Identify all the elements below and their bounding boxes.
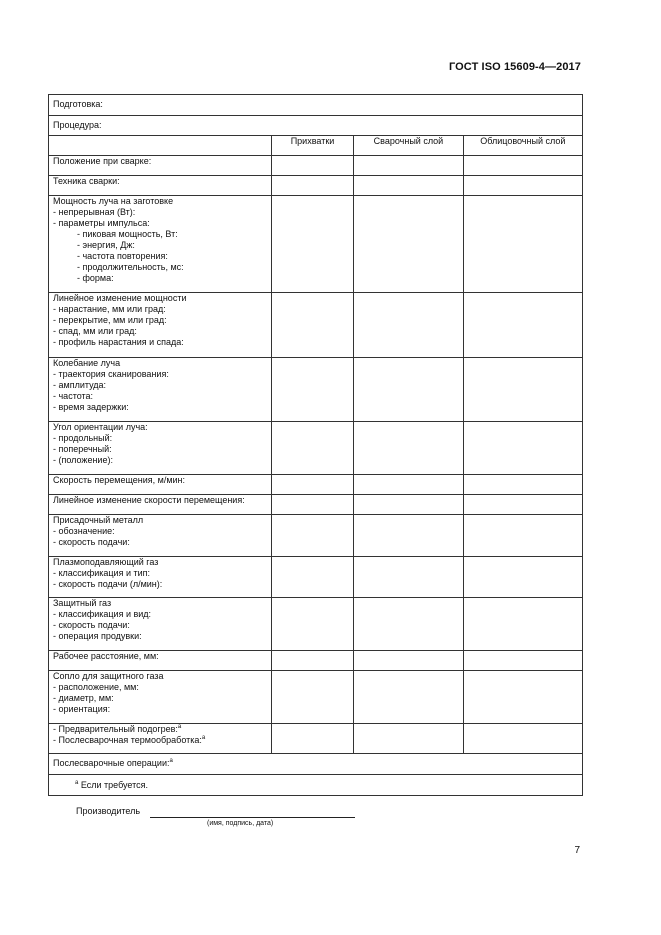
value-cell[interactable] [354,671,463,724]
row-label-line: - амплитуда: [53,380,107,390]
table-row [49,196,583,293]
row-label-line: Техника сварки: [53,176,120,186]
row-label-line: Скорость перемещения, м/мин: [53,475,186,485]
value-cell[interactable] [354,495,463,515]
row-label-line: - операция продувки: [53,631,142,641]
procedure-label: Процедура: [49,116,583,136]
table-row [49,495,583,515]
row-label-line: - частота повторения: [77,251,168,261]
column-header-cap-layer: Облицовочный слой [463,136,582,156]
row-label-line: - параметры импульса: [53,218,150,228]
row-label [49,671,272,724]
value-cell[interactable] [463,724,582,754]
value-cell[interactable] [271,724,354,754]
row-label [49,422,272,475]
row-label [49,293,272,358]
preparation-row [49,95,583,116]
row-label [49,358,272,422]
signature-caption: (имя, подпись, дата) [207,820,274,827]
value-cell[interactable] [271,671,354,724]
value-cell[interactable] [271,358,354,422]
table-row [49,156,583,176]
value-cell[interactable] [271,651,354,671]
footnote-cell [49,775,583,796]
document-code: ГОСТ ISO 15609-4—2017 [448,61,581,73]
row-label-line: - непрерывная (Вт): [53,207,136,217]
value-cell[interactable] [463,651,582,671]
post-operations-cell[interactable] [49,754,583,775]
row-label [49,515,272,557]
row-label [49,651,272,671]
table-row [49,176,583,196]
row-label-line: - энергия, Дж: [77,240,135,250]
table-row [49,293,583,358]
row-label [49,196,272,293]
procedure-row [49,116,583,136]
row-label [49,495,272,515]
value-cell[interactable] [354,475,463,495]
row-label-line: - скорость подачи: [53,620,130,630]
row-label-line: Плазмоподавляющий газ [53,557,159,567]
table-row [49,475,583,495]
value-cell[interactable] [271,475,354,495]
value-cell[interactable] [463,176,582,196]
table-row [49,671,583,724]
page-number: 7 [574,845,580,856]
row-label-line: Линейное изменение мощности [53,293,187,303]
row-label-line: - поперечный: [53,444,112,454]
row-label-line: - перекрытие, мм или град: [53,315,167,325]
footnote-row [49,775,583,796]
value-cell[interactable] [463,475,582,495]
row-label-line: - скорость подачи (л/мин): [53,579,163,589]
value-cell[interactable] [463,495,582,515]
value-cell[interactable] [354,557,463,598]
row-label-line: - скорость подачи: [53,537,130,547]
table-row [49,422,583,475]
row-label-line: - ориентация: [53,704,111,714]
footnote-marker: a [169,758,173,764]
post-operations-label: Послесварочные операции: [53,758,170,768]
row-label [49,557,272,598]
welding-procedure-table [48,94,583,796]
row-label-text: - Послесварочная термообработка: [53,735,202,745]
value-cell[interactable] [271,515,354,557]
row-label-line: - расположение, мм: [53,682,139,692]
row-label-line: - пиковая мощность, Вт: [77,229,178,239]
value-cell[interactable] [463,598,582,651]
value-cell[interactable] [271,176,354,196]
column-header-tack: Прихватки [271,136,354,156]
row-label-line: Присадочный металл [53,515,144,525]
row-label [49,724,272,754]
value-cell[interactable] [463,515,582,557]
value-cell[interactable] [463,156,582,176]
row-label-line: Линейное изменение скорости перемещения: [53,495,245,505]
row-label-line: - частота: [53,391,94,401]
footnote-marker: a [177,724,182,730]
row-label-line: - обозначение: [53,526,115,536]
value-cell[interactable] [354,724,463,754]
row-label-line: Мощность луча на заготовке [53,196,174,206]
value-cell[interactable] [271,422,354,475]
value-cell[interactable] [463,422,582,475]
row-label-line: - диаметр, мм: [53,693,114,703]
table-row [49,724,583,754]
table-row [49,515,583,557]
row-label-line: - форма: [77,273,114,283]
value-cell[interactable] [354,358,463,422]
row-label-line: - классификация и вид: [53,609,152,619]
row-label-line: - продольный: [53,433,113,443]
post-operations-row [49,754,583,775]
row-label-line: - (положение): [53,455,113,465]
row-label-line: Рабочее расстояние, мм: [53,651,159,661]
column-header-weld-layer: Сварочный слой [354,136,463,156]
value-cell[interactable] [354,156,463,176]
value-cell[interactable] [271,196,354,293]
row-label-line: Угол ориентации луча: [53,422,148,432]
footnote-text: Если требуется. [80,779,149,790]
row-label-line: Положение при сварке: [53,156,152,166]
row-label-line: - классификация и тип: [53,568,151,578]
footnote-marker: a [75,779,79,786]
row-label-line: - траектория сканирования: [53,369,169,379]
signature-line[interactable] [150,817,355,818]
value-cell[interactable] [463,196,582,293]
row-label [49,598,272,651]
row-label-line [53,724,267,735]
value-cell[interactable] [354,293,463,358]
row-label-line: Колебание луча [53,358,121,368]
value-cell[interactable] [354,176,463,196]
value-cell[interactable] [271,557,354,598]
row-label-line: - продолжительность, мс: [77,262,184,272]
table-row [49,557,583,598]
column-header-row [49,136,583,156]
value-cell[interactable] [354,515,463,557]
value-cell[interactable] [354,196,463,293]
value-cell[interactable] [271,293,354,358]
row-label-line: - спад, мм или град: [53,326,137,336]
row-label-line: - нарастание, мм или град: [53,304,166,314]
manufacturer-label: Производитель [76,806,141,816]
value-cell[interactable] [463,557,582,598]
row-label-line: - профиль нарастания и спада: [53,337,184,347]
row-label [49,475,272,495]
table-row [49,598,583,651]
value-cell[interactable] [354,598,463,651]
value-cell[interactable] [463,293,582,358]
footnote-marker: a [201,735,206,741]
table-row [49,358,583,422]
value-cell[interactable] [354,651,463,671]
row-label-line [53,735,267,746]
value-cell[interactable] [271,598,354,651]
row-label-line: - время задержки: [53,402,129,412]
preparation-label: Подготовка: [49,95,583,116]
header-empty-cell [49,136,272,156]
value-cell[interactable] [271,495,354,515]
value-cell[interactable] [354,422,463,475]
value-cell[interactable] [463,358,582,422]
row-label-line: Сопло для защитного газа [53,671,164,681]
value-cell[interactable] [463,671,582,724]
row-label [49,156,272,176]
row-label-line: Защитный газ [53,598,112,608]
table-row [49,651,583,671]
value-cell[interactable] [271,156,354,176]
row-label [49,176,272,196]
row-label-text: - Предварительный подогрев: [53,724,178,734]
